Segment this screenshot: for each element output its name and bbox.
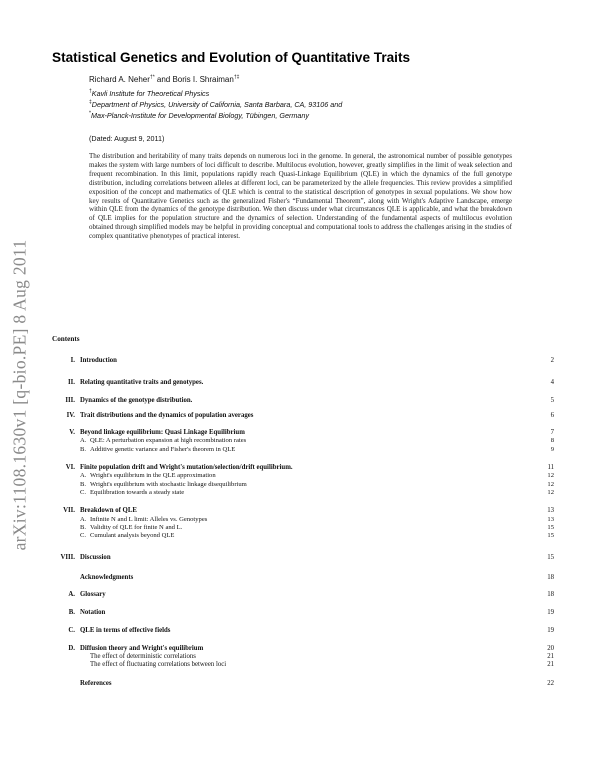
- toc-entry-number: II.: [68, 379, 75, 386]
- toc-entry[interactable]: [0, 446, 600, 456]
- toc-entry-label: Beyond linkage equilibrium: Quasi Linkage Equilibrium: [80, 429, 245, 436]
- toc-entry-label: Introduction: [80, 357, 117, 364]
- affiliation-mark: *: [89, 110, 91, 117]
- toc-entry-number: A.: [80, 516, 87, 523]
- toc-entry-number: V.: [69, 429, 75, 436]
- toc-entry-page: 7: [550, 429, 554, 436]
- toc-entry-page: 4: [550, 379, 554, 386]
- author-2: Boris I. Shraiman: [172, 75, 234, 84]
- toc-entry-page: 18: [547, 574, 554, 581]
- toc-entry[interactable]: [0, 532, 600, 542]
- toc-entry-number: A.: [68, 591, 75, 598]
- toc-entry-number: VI.: [65, 464, 75, 471]
- toc-entry-label: Equilibration towards a steady state: [90, 489, 185, 496]
- affiliation-text: Max-Planck-Institute for Developmental Biology, Tübingen, Germany: [90, 111, 309, 120]
- toc-entry-label: Dynamics of the genotype distribution.: [80, 397, 193, 404]
- toc-entry-page: 21: [547, 653, 554, 660]
- toc-entry-label: Acknowledgments: [80, 574, 134, 581]
- paper-title: Statistical Genetics and Evolution of Quantitative Traits: [52, 50, 411, 65]
- toc-entry-number: I.: [70, 357, 75, 364]
- toc-entry-page: 15: [547, 554, 554, 561]
- toc-entry-page: 6: [550, 412, 554, 419]
- toc-entry-page: 13: [547, 507, 554, 514]
- toc-entry-number: IV.: [66, 412, 75, 419]
- author-2-marks: †‡: [233, 74, 240, 81]
- affiliation-text: Kavli Institute for Theoretical Physics: [91, 89, 210, 98]
- date-line: (Dated: August 9, 2011): [89, 134, 165, 143]
- toc-entry-page: 18: [547, 591, 554, 598]
- toc-entry-page: 19: [547, 609, 554, 616]
- toc-entry-label: Glossary: [80, 591, 106, 598]
- affiliation-1: [89, 89, 209, 98]
- toc-entry-number: VIII.: [60, 554, 75, 561]
- toc-entry-page: 22: [547, 680, 554, 687]
- contents-heading: Contents: [52, 335, 80, 343]
- affiliation-mark: †: [89, 88, 92, 95]
- toc-entry-label: QLE in terms of effective fields: [80, 627, 171, 634]
- toc-entry-label: Validity of QLE for finite N and L.: [90, 524, 183, 531]
- toc-entry-label: Discussion: [80, 554, 111, 561]
- toc-entry[interactable]: [0, 591, 600, 601]
- toc-entry-label: Relating quantitative traits and genotypes.: [80, 379, 204, 386]
- toc-entry-number: C.: [68, 627, 75, 634]
- toc-entry[interactable]: [0, 680, 600, 690]
- arxiv-identifier-stamp: arXiv:1108.1630v1 [q-bio.PE] 8 Aug 2011: [9, 239, 30, 551]
- toc-entry-page: 12: [547, 481, 554, 488]
- toc-entry-page: 20: [547, 645, 554, 652]
- toc-entry-label: Breakdown of QLE: [80, 507, 137, 514]
- toc-entry-label: QLE: A perturbation expansion at high recombination rates: [90, 437, 247, 444]
- toc-entry-label: The effect of deterministic correlations: [90, 653, 196, 660]
- author-1-marks: †*: [149, 74, 155, 81]
- toc-entry[interactable]: [0, 627, 600, 637]
- toc-entry[interactable]: [0, 379, 600, 389]
- toc-entry-label: The effect of fluctuating correlations between loci: [90, 661, 227, 668]
- toc-entry-number: B.: [68, 609, 75, 616]
- affiliation-3: [89, 111, 309, 120]
- toc-entry-number: A.: [80, 437, 87, 444]
- toc-entry-page: 21: [547, 661, 554, 668]
- toc-entry-page: 12: [547, 472, 554, 479]
- toc-entry-number: B.: [80, 481, 87, 488]
- toc-entry-page: 13: [547, 516, 554, 523]
- abstract: The distribution and heritability of many traits depends on numerous loci in the genome. In general, the astronomical number of possible genotypes makes the system with large numbers of loci difficult to describe. Multilocus evolution, however, greatly simplifies in the limit of weak selection and frequent recombination. In this limit, populations rapidly reach Quasi-Linkage Equilibrium (QLE) in which the dynamics of the full genotype distribution, including correlations between alleles at different loci, can be parameterized by the allele frequencies. This review provides a simplified exposition of the concept and mathematics of QLE which is central to the statistical description of genotypes in sexual populations. We show how key results of Quantitative Genetics such as the generalized Fisher's “Fundamental Theorem”, along with Wright's Adaptive Landscape, emerge within QLE from the dynamics of the genotype distribution. We then discuss under what circumstances QLE is applicable, and what the breakdown of QLE implies for the population structure and the dynamics of selection. Understanding of the fundamental aspects of multilocus evolution obtained through simplified models may be helpful in providing conceptual and computational tools to address the challenges arising in the studies of complex quantitative phenotypes of practical interest.: [89, 152, 512, 241]
- toc-entry-page: 12: [547, 489, 554, 496]
- toc-entry-number: III.: [65, 397, 75, 404]
- affiliation-text: Department of Physics, University of California, Santa Barbara, CA, 93106 and: [91, 100, 343, 109]
- affiliation-mark: ‡: [89, 99, 92, 106]
- author-and: and: [154, 75, 173, 84]
- toc-entry-page: 15: [547, 524, 554, 531]
- toc-entry-number: VII.: [63, 507, 75, 514]
- toc-entry-number: B.: [80, 446, 87, 453]
- toc-entry-label: References: [80, 680, 112, 687]
- toc-entry[interactable]: [0, 397, 600, 407]
- author-line: [89, 75, 239, 84]
- author-1: Richard A. Neher: [89, 75, 150, 84]
- toc-entry-label: Notation: [80, 609, 106, 616]
- affiliation-2: [89, 100, 342, 109]
- toc-entry-page: 15: [547, 532, 554, 539]
- toc-entry[interactable]: [0, 661, 600, 671]
- toc-entry-label: Wright's equilibrium in the QLE approximation: [90, 472, 216, 479]
- toc-entry[interactable]: [0, 489, 600, 499]
- toc-entry[interactable]: [0, 554, 600, 564]
- toc-entry-label: Infinite N and L limit: Alleles vs. Genotypes: [90, 516, 208, 523]
- toc-entry-page: 5: [550, 397, 554, 404]
- toc-entry-page: 2: [550, 357, 554, 364]
- toc-entry-page: 9: [550, 446, 554, 453]
- toc-entry-number: C.: [80, 489, 87, 496]
- toc-entry[interactable]: [0, 609, 600, 619]
- toc-entry-page: 11: [547, 464, 554, 471]
- toc-entry-label: Trait distributions and the dynamics of population averages: [80, 412, 254, 419]
- toc-entry-label: Finite population drift and Wright's mutation/selection/drift equilibrium.: [80, 464, 293, 471]
- toc-entry[interactable]: [0, 357, 600, 367]
- toc-entry[interactable]: [0, 412, 600, 422]
- toc-entry-page: 19: [547, 627, 554, 634]
- toc-entry-number: A.: [80, 472, 87, 479]
- toc-entry-number: D.: [68, 645, 75, 652]
- toc-entry[interactable]: [0, 574, 600, 584]
- toc-entry-number: B.: [80, 524, 87, 531]
- toc-entry-page: 8: [550, 437, 554, 444]
- toc-entry-label: Diffusion theory and Wright's equilibrium: [80, 645, 204, 652]
- toc-entry-label: Wright's equilibrium with stochastic linkage disequilibrium: [90, 481, 247, 488]
- toc-entry-label: Cumulant analysis beyond QLE: [90, 532, 175, 539]
- toc-entry-number: C.: [80, 532, 87, 539]
- toc-entry-label: Additive genetic variance and Fisher's theorem in QLE: [90, 446, 236, 453]
